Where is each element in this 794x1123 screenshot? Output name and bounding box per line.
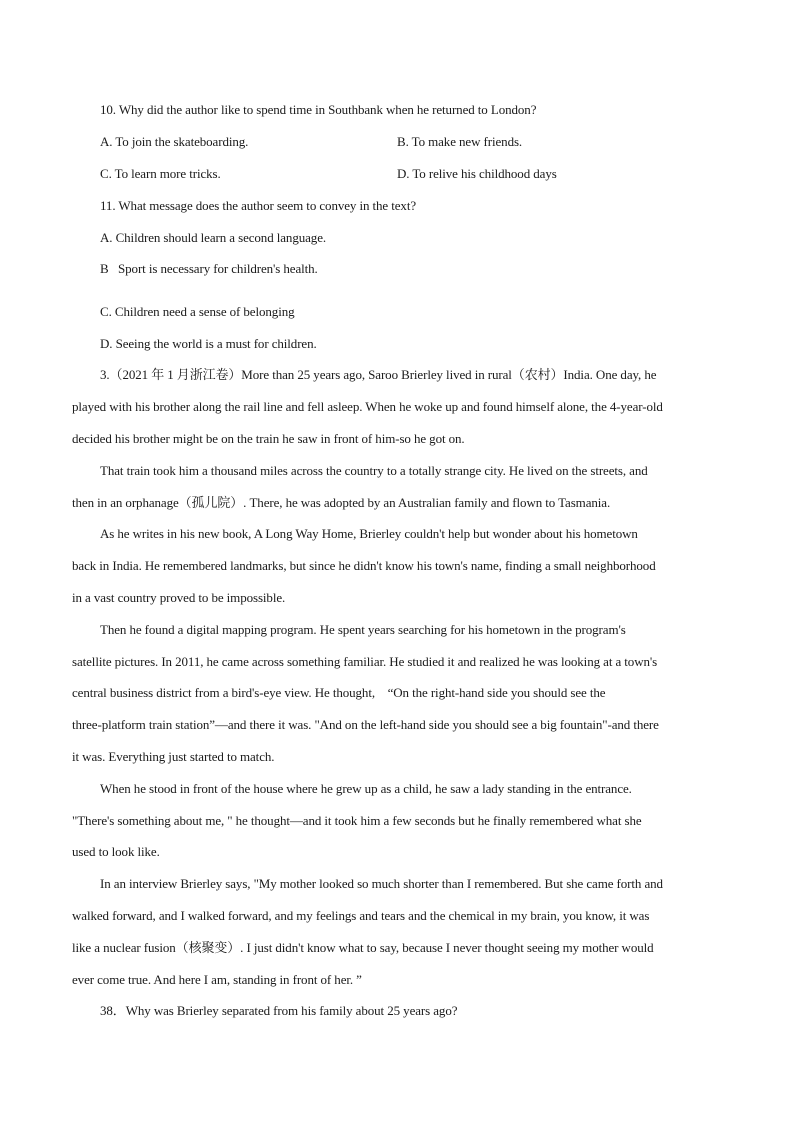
question-10-option-c: C. To learn more tricks. [100,166,221,181]
question-11-stem: 11. What message does the author seem to convey in the text? [100,198,417,213]
passage-p4-line-1: Then he found a digital mapping program. He spent years searching for his hometown in the program's [100,622,626,637]
passage-p4-line-5: it was. Everything just started to match. [72,749,275,764]
passage-p5-line-2: "There's something about me, " he thought—and it took him a few seconds but he finally remembered what she [72,813,642,828]
passage-p4-line-2: satellite pictures. In 2011, he came across something familiar. He studied it and realized he was looking at a town's [72,654,658,669]
passage-p3-line-2: back in India. He remembered landmarks, but since he didn't know his town's name, finding a small neighborhood [72,558,656,573]
question-38-stem: 38．Why was Brierley separated from his family about 25 years ago? [100,1003,458,1018]
passage-p3-line-1: As he writes in his new book, A Long Way Home, Brierley couldn't help but wonder about his hometown [100,526,638,541]
passage-p6-line-3: like a nuclear fusion（核聚变）. I just didn't know what to say, because I never thought seeing my mother would [72,940,654,955]
question-10-option-a: A. To join the skateboarding. [100,134,249,149]
question-11-option-d: D. Seeing the world is a must for children. [100,336,317,351]
passage-p4-line-3: central business district from a bird's-eye view. He thought, “On the right-hand side you should see the [72,685,606,700]
question-10-option-d: D. To relive his childhood days [397,166,557,181]
question-11-option-b: B Sport is necessary for children's health. [100,261,318,276]
question-10-option-b: B. To make new friends. [397,134,523,149]
passage-p3-line-3: in a vast country proved to be impossible. [72,590,286,605]
passage-p6-line-4: ever come true. And here I am, standing in front of her. ” [72,972,362,987]
passage-p6-line-1: In an interview Brierley says, "My mother looked so much shorter than I remembered. But she came forth and [100,876,663,891]
question-11-option-c: C. Children need a sense of belonging [100,304,295,319]
passage-p5-line-1: When he stood in front of the house where he grew up as a child, he saw a lady standing in the entrance. [100,781,632,796]
passage-p4-line-4: three-platform train station”—and there it was. "And on the left-hand side you should see a big fountain"-and there [72,717,659,732]
passage-p2-line-2: then in an orphanage（孤儿院）. There, he was adopted by an Australian family and flown to Tasmania. [72,495,611,510]
passage-p5-line-3: used to look like. [72,844,160,859]
question-11-option-a: A. Children should learn a second language. [100,230,327,245]
question-10-stem: 10. Why did the author like to spend time in Southbank when he returned to London? [100,102,537,117]
passage-p2-line-1: That train took him a thousand miles across the country to a totally strange city. He lived on the streets, and [100,463,648,478]
passage-p6-line-2: walked forward, and I walked forward, and my feelings and tears and the chemical in my brain, you know, it was [72,908,650,923]
passage-p1-line-3: decided his brother might be on the train he saw in front of him-so he got on. [72,431,465,446]
passage-p1-line-2: played with his brother along the rail line and fell asleep. When he woke up and found himself alone, the 4-year-old [72,399,663,414]
passage-p1-line-1: 3.（2021 年 1 月浙江卷）More than 25 years ago, Saroo Brierley lived in rural（农村）India. One day, he [100,367,657,382]
